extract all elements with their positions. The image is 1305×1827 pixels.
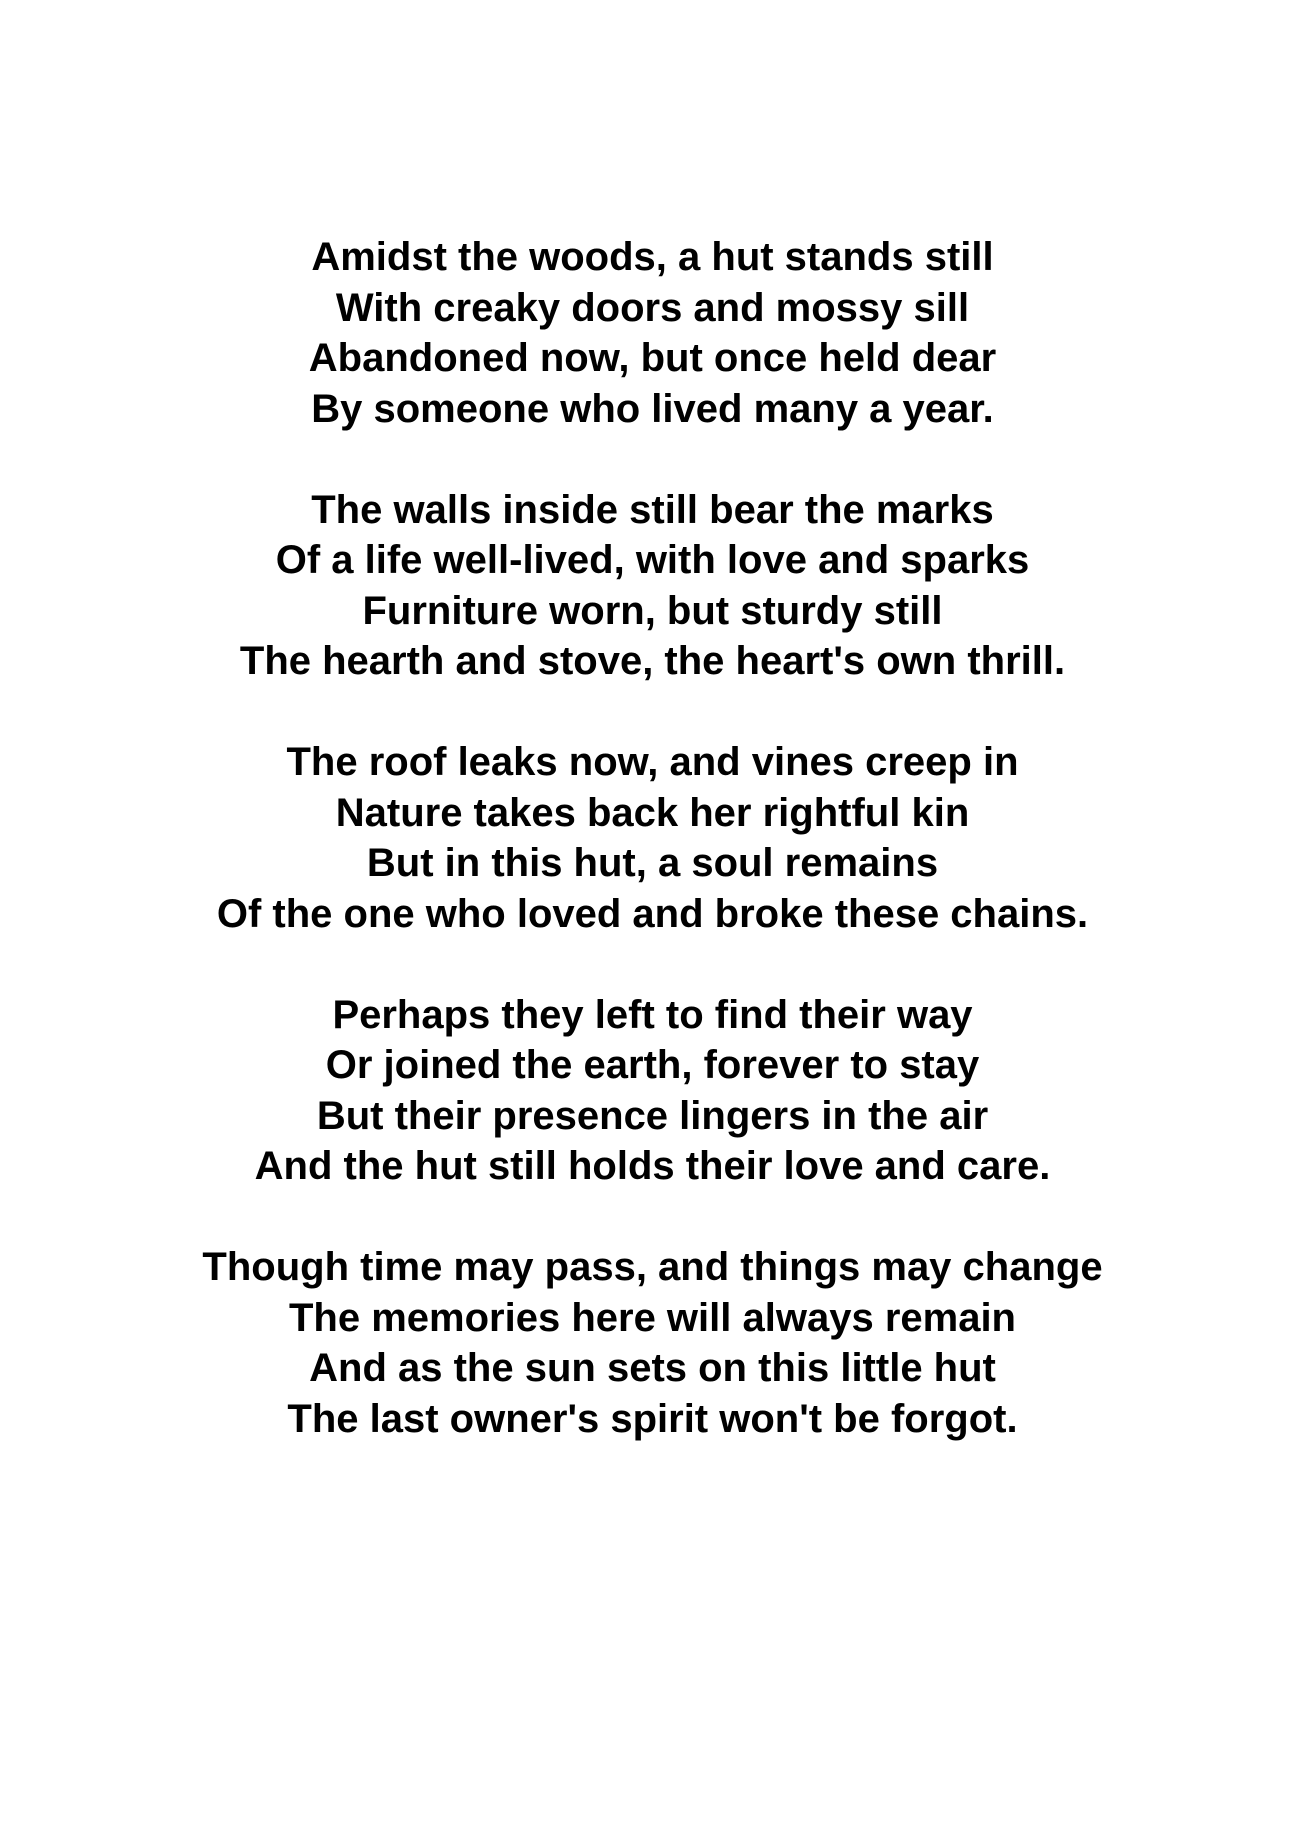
poem-line: By someone who lived many a year.	[311, 386, 994, 431]
poem-line: Of a life well-lived, with love and sparks	[275, 538, 1030, 582]
poem-line: With creaky doors and mossy sill	[335, 285, 970, 330]
stanza-1	[0, 232, 1305, 434]
poem-line: Nature takes back her rightful kin	[335, 790, 970, 835]
poem-line: The roof leaks now, and vines creep in	[286, 740, 1019, 784]
stanza-5	[0, 1242, 1305, 1444]
stanza-3	[0, 737, 1305, 939]
poem-line: The memories here will always remain	[289, 1295, 1016, 1340]
poem-line: Furniture worn, but sturdy still	[362, 588, 943, 633]
poem-line: The hearth and stove, the heart's own thrill.	[239, 639, 1066, 683]
poem-line: But their presence lingers in the air	[316, 1093, 989, 1138]
poem-line: And as the sun sets on this little hut	[309, 1346, 996, 1390]
poem-line: Perhaps they left to find their way	[332, 992, 973, 1037]
poem-line: And the hut still holds their love and care.	[254, 1144, 1051, 1188]
stanza-4	[0, 990, 1305, 1192]
poem-line: The last owner's spirit won't be forgot.	[287, 1396, 1018, 1441]
poem-line: Of the one who loved and broke these chains.	[216, 891, 1089, 936]
poem-line: Abandoned now, but once held dear	[308, 336, 997, 380]
poem-line: Or joined the earth, forever to stay	[325, 1043, 980, 1087]
poem-line: Amidst the woods, a hut stands still	[311, 235, 994, 279]
poem-line: But in this hut, a soul remains	[366, 841, 939, 885]
poem	[0, 232, 1305, 1495]
stanza-2	[0, 485, 1305, 687]
poem-line: Though time may pass, and things may change	[202, 1245, 1103, 1289]
poem-line: The walls inside still bear the marks	[311, 487, 994, 532]
